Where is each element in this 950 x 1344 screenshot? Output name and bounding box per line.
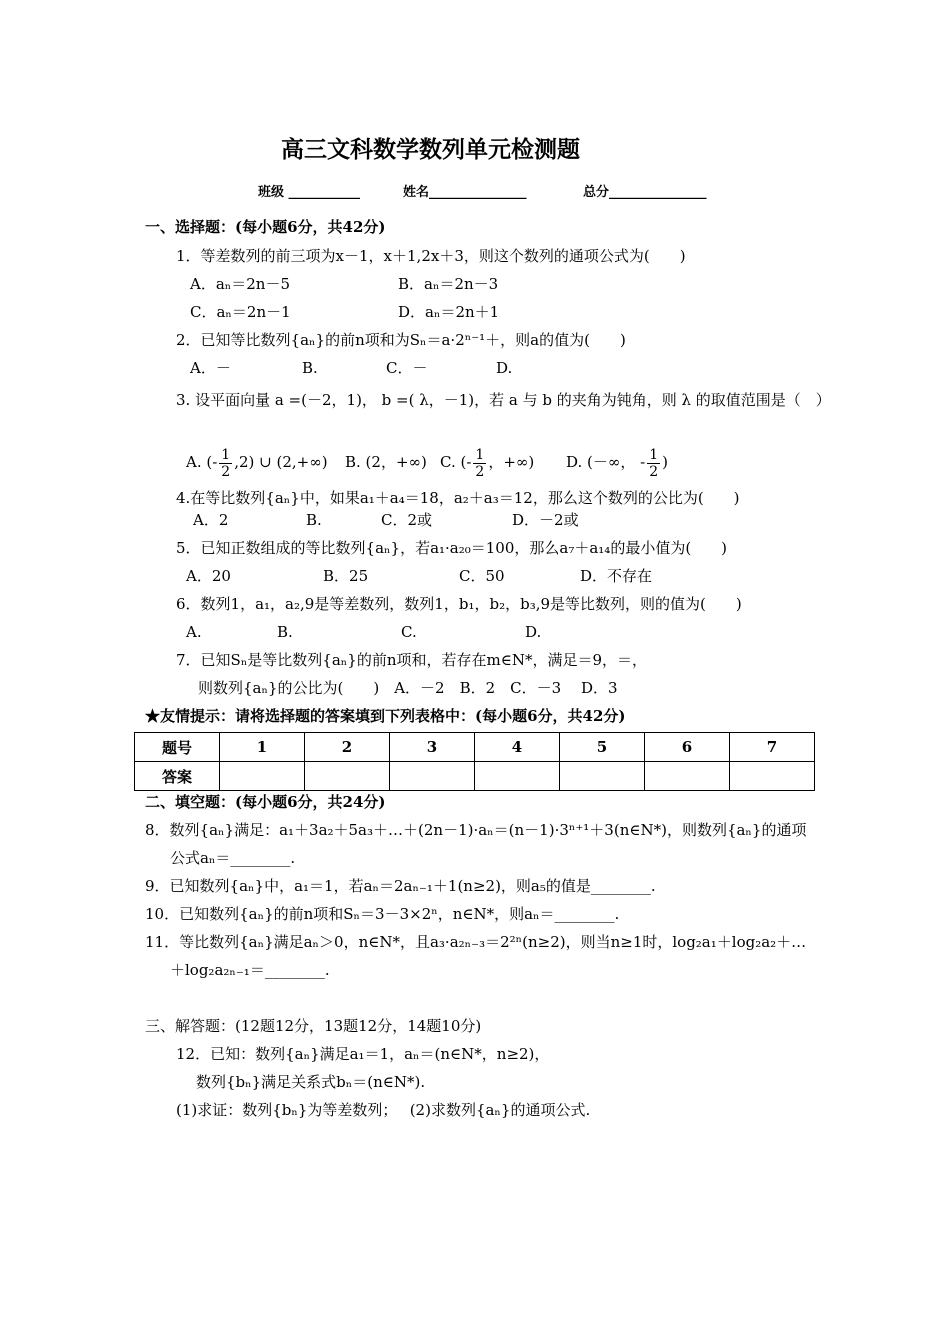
question-12-parts: (1)求证：数列{bₙ}为等差数列； (2)求数列{aₙ}的通项公式.	[176, 1101, 591, 1119]
section-1-header: 一、选择题：(每小题6分，共42分)	[145, 218, 386, 236]
table-col-2: 2	[305, 733, 390, 762]
q2-option-c: C．－	[386, 359, 428, 377]
question-2: 2．已知等比数列{aₙ}的前n项和为Sₙ＝a·2ⁿ⁻¹＋，则a的值为( )	[176, 331, 626, 349]
fraction-denominator: 2	[475, 463, 485, 480]
table-row-label: 题号	[135, 733, 220, 762]
q1-option-d: D．aₙ＝2n＋1	[398, 303, 500, 321]
q3-a-suffix: ,2) ∪ (2,+∞)	[234, 453, 328, 471]
table-row-answers	[135, 762, 815, 791]
question-6: 6．数列1，a₁，a₂,9是等差数列，数列1，b₁，b₂，b₃,9是等比数列，则的值为( )	[176, 595, 742, 613]
question-4: 4.在等比数列{aₙ}中，如果a₁＋a₄＝18，a₂＋a₃＝12，那么这个数列的公比为( )	[176, 489, 740, 507]
question-11-cont: ＋log₂a₂ₙ₋₁＝________.	[170, 961, 330, 979]
q4-option-a: A．2	[193, 511, 229, 529]
class-field[interactable]: 班级 ___________	[258, 185, 361, 200]
q2-option-b: B.	[302, 359, 318, 377]
fraction-numerator: 1	[221, 446, 231, 463]
fraction-numerator: 1	[475, 446, 485, 463]
q1-option-b: B．aₙ＝2n－3	[398, 275, 499, 293]
q1-option-c: C．aₙ＝2n－1	[190, 303, 291, 321]
answer-table	[134, 732, 815, 791]
table-col-3: 3	[390, 733, 475, 762]
q6-option-b: B.	[277, 623, 293, 641]
q3-option-c	[440, 442, 534, 482]
question-8: 8．数列{aₙ}满足：a₁＋3a₂＋5a₃＋…＋(2n－1)·aₙ＝(n－1)·3ⁿ⁺¹＋3(n∈N*)，则数列{aₙ}的通项	[145, 821, 807, 839]
question-5: 5．已知正数组成的等比数列{aₙ}，若a₁·a₂₀＝100，那么a₇＋a₁₄的最小值为( )	[176, 539, 728, 557]
answer-cell-7[interactable]	[730, 762, 815, 791]
question-7-options: 则数列{aₙ}的公比为( ) A．－2 B．2 C．－3 D．3	[198, 679, 618, 697]
table-col-6: 6	[645, 733, 730, 762]
question-11: 11．等比数列{aₙ}满足aₙ＞0，n∈N*，且a₃·a₂ₙ₋₃＝2²ⁿ(n≥2)，则当n≥1时，log₂a₁＋log₂a₂＋…	[145, 933, 807, 951]
q3-a-prefix: A. (-	[186, 453, 218, 471]
table-col-7: 7	[730, 733, 815, 762]
section-3-header: 三、解答题：(12题12分，13题12分，14题10分)	[145, 1017, 482, 1035]
q5-option-c: C．50	[459, 567, 505, 585]
fraction-one-half	[647, 447, 660, 480]
question-9: 9．已知数列{aₙ}中，a₁＝1，若aₙ＝2aₙ₋₁＋1(n≥2)，则a₅的值是________.	[145, 877, 656, 895]
answer-cell-1[interactable]	[220, 762, 305, 791]
question-8-cont: 公式aₙ＝________.	[170, 849, 296, 867]
q2-option-a: A．－	[190, 359, 231, 377]
q5-option-d: D．不存在	[580, 567, 653, 585]
table-col-1: 1	[220, 733, 305, 762]
table-col-4: 4	[475, 733, 560, 762]
q6-option-d: D.	[525, 623, 542, 641]
fraction-denominator: 2	[221, 463, 231, 480]
q5-option-a: A．20	[186, 567, 231, 585]
fraction-denominator: 2	[649, 463, 659, 480]
question-1: 1．等差数列的前三项为x－1，x＋1,2x＋3，则这个数列的通项公式为( )	[176, 247, 686, 265]
q4-option-c: C．2或	[381, 511, 433, 529]
answer-cell-6[interactable]	[645, 762, 730, 791]
q1-option-a: A．aₙ＝2n－5	[190, 275, 291, 293]
fraction-one-half	[473, 447, 486, 480]
q3-option-d	[566, 442, 668, 482]
name-field[interactable]: 姓名_______________	[403, 185, 527, 200]
section-2-header: 二、填空题：(每小题6分，共24分)	[145, 793, 386, 811]
q6-option-c: C.	[401, 623, 417, 641]
table-row-label: 答案	[135, 762, 220, 791]
table-row-numbers	[135, 733, 815, 762]
q4-option-d: D．－2或	[512, 511, 579, 529]
page-title: 高三文科数学数列单元检测题	[281, 137, 580, 163]
answer-cell-3[interactable]	[390, 762, 475, 791]
question-7: 7．已知Sₙ是等比数列{aₙ}的前n项和，若存在m∈N*，满足＝9，＝，	[176, 651, 647, 669]
table-col-5: 5	[560, 733, 645, 762]
question-10: 10．已知数列{aₙ}的前n项和Sₙ＝3－3×2ⁿ，n∈N*，则aₙ＝________.	[145, 905, 620, 923]
q3-option-a	[186, 442, 328, 482]
q5-option-b: B．25	[323, 567, 369, 585]
q3-c-suffix: ，+∞)	[488, 453, 535, 471]
answer-cell-5[interactable]	[560, 762, 645, 791]
q4-option-b: B.	[306, 511, 322, 529]
q3-d-suffix: )	[662, 453, 668, 471]
answer-cell-4[interactable]	[475, 762, 560, 791]
fraction-numerator: 1	[649, 446, 659, 463]
question-3: 3. 设平面向量 a =(－2，1)， b =( λ，－1)，若 a 与 b 的夹角为钝角，则 λ 的取值范围是（ ）	[176, 391, 831, 409]
fraction-one-half	[219, 447, 232, 480]
q6-option-a: A.	[186, 623, 202, 641]
question-12: 12．已知：数列{aₙ}满足a₁＝1，aₙ＝(n∈N*，n≥2)，	[176, 1045, 550, 1063]
q3-d-prefix: D. (－∞， -	[566, 453, 646, 471]
q3-c-prefix: C. (-	[440, 453, 472, 471]
answer-hint: ★友情提示：请将选择题的答案填到下列表格中：(每小题6分，共42分)	[145, 707, 626, 725]
question-12-b: 数列{bₙ}满足关系式bₙ＝(n∈N*).	[196, 1073, 426, 1091]
q3-option-b: B. (2，+∞)	[345, 453, 427, 471]
score-field[interactable]: 总分_______________	[583, 185, 707, 200]
answer-cell-2[interactable]	[305, 762, 390, 791]
q2-option-d: D.	[496, 359, 513, 377]
